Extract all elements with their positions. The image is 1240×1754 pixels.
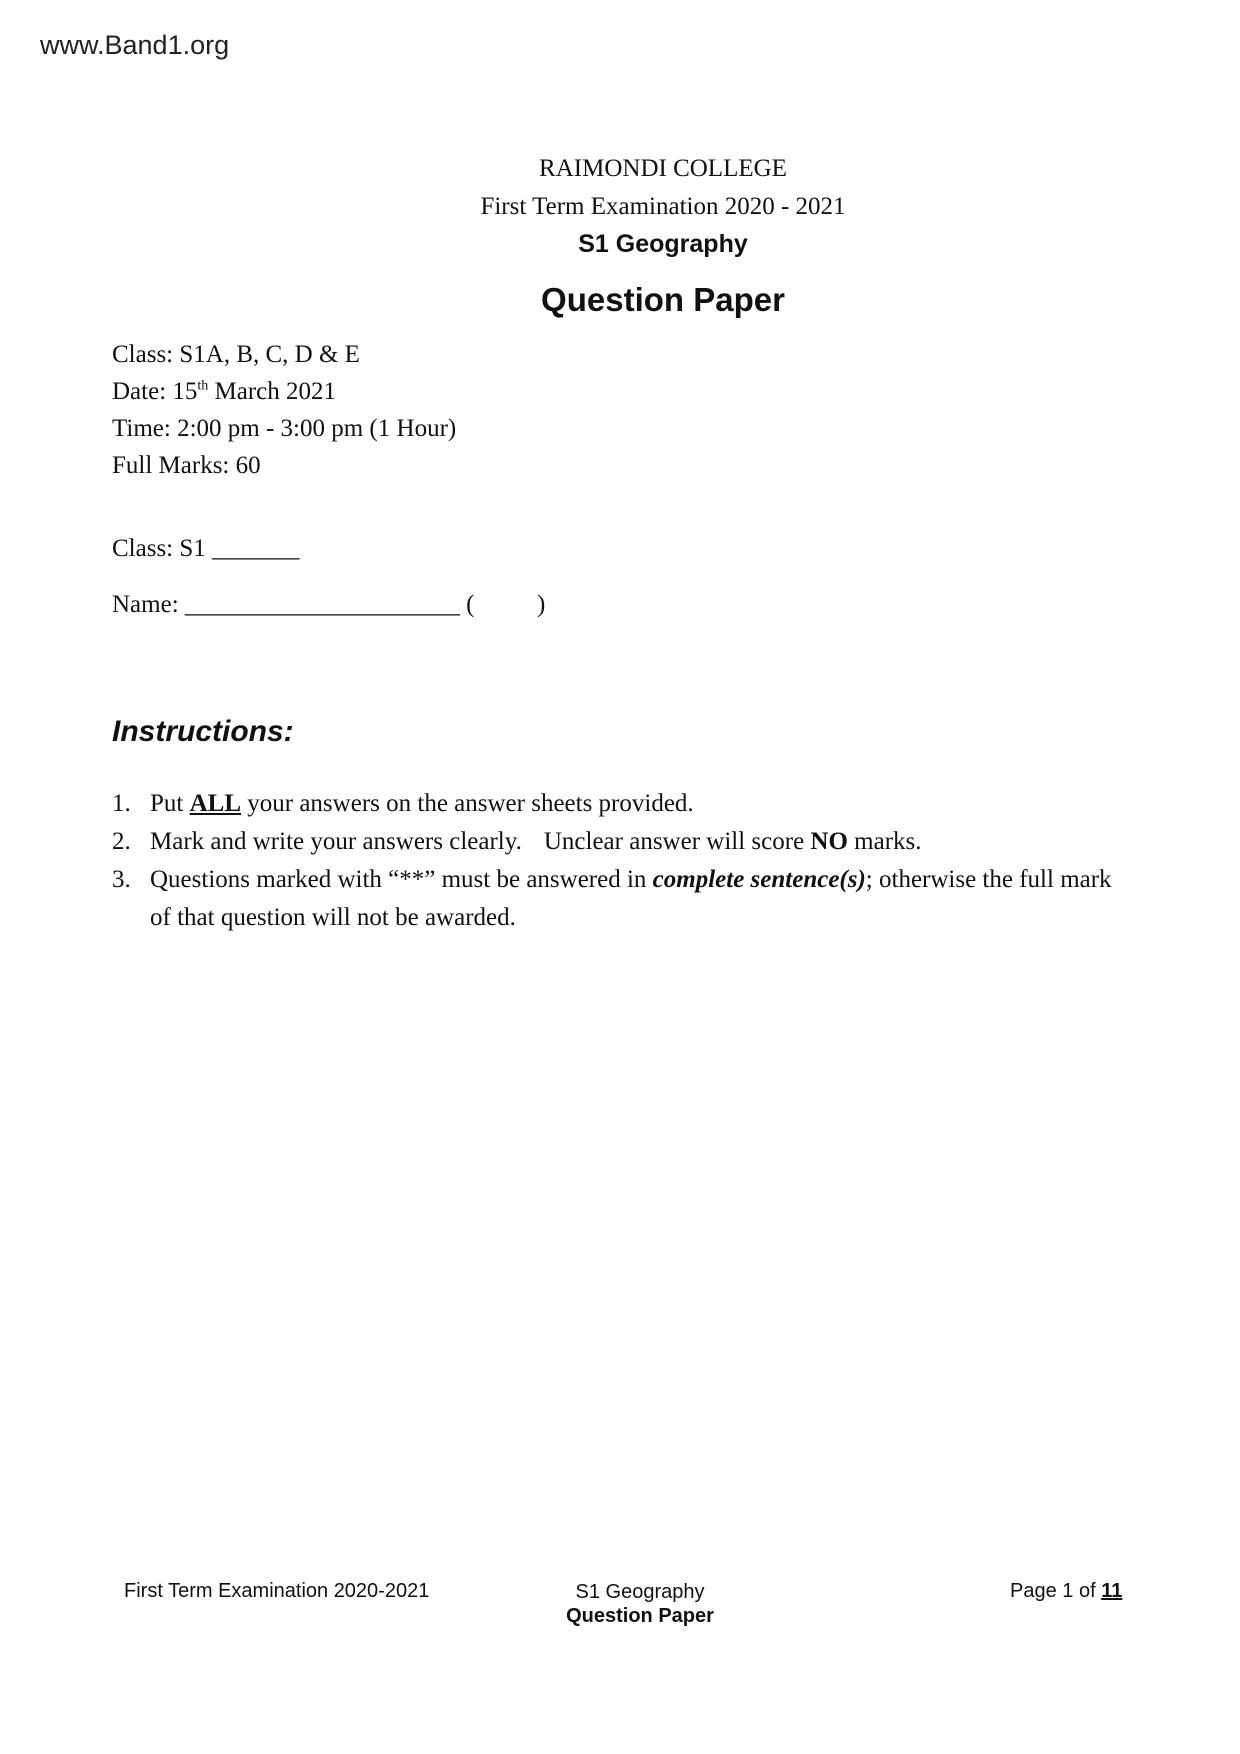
instruction-text: marks. bbox=[847, 828, 922, 855]
footer-exam: First Term Examination 2020-2021 bbox=[124, 1580, 430, 1602]
subject-title: S1 Geography bbox=[578, 230, 748, 258]
instructions-title: Instructions: bbox=[112, 715, 294, 748]
marks-info: Full Marks: 60 bbox=[112, 452, 261, 479]
class-info: Class: S1A, B, C, D & E bbox=[112, 341, 360, 368]
instruction-text: your answers on the answer sheets provided. bbox=[241, 790, 694, 817]
footer-page-number bbox=[1010, 1580, 1122, 1603]
date-info bbox=[112, 378, 336, 406]
instruction-emphasis: NO bbox=[810, 828, 848, 855]
footer-paper-type: Question Paper bbox=[566, 1605, 714, 1627]
exam-title: First Term Examination 2020 - 2021 bbox=[480, 193, 846, 220]
instruction-text: ; otherwise the full mark bbox=[865, 866, 1112, 893]
instruction-number: 1. bbox=[112, 790, 131, 817]
footer-subject-name: S1 Geography bbox=[575, 1581, 705, 1603]
instruction-text: Mark and write your answers clearly. bbox=[150, 828, 522, 855]
student-class-field: Class: S1 _______ bbox=[112, 535, 300, 562]
page-label: Page 1 of bbox=[1010, 1580, 1102, 1602]
instruction-item-2 bbox=[112, 828, 1142, 856]
time-info: Time: 2:00 pm - 3:00 pm (1 Hour) bbox=[112, 415, 457, 442]
watermark-url: www.Band1.org bbox=[40, 30, 230, 60]
instruction-text: of that question will not be awarded. bbox=[150, 904, 516, 931]
instruction-item-3-continued bbox=[112, 904, 1142, 932]
instruction-text: Questions marked with “**” must be answered in bbox=[150, 866, 653, 893]
instruction-number: 3. bbox=[112, 866, 131, 893]
school-name: RAIMONDI COLLEGE bbox=[539, 155, 787, 182]
instruction-item-1 bbox=[112, 790, 1142, 818]
date-prefix: Date: 15 bbox=[112, 378, 198, 405]
footer-subject bbox=[520, 1580, 760, 1628]
paper-title: Question Paper bbox=[541, 281, 785, 318]
instruction-emphasis: complete sentence(s) bbox=[652, 866, 866, 893]
instruction-text: Put bbox=[150, 790, 190, 817]
page-total: 11 bbox=[1101, 1580, 1123, 1602]
date-month: March 2021 bbox=[208, 378, 337, 405]
student-name-field: Name: ______________________ ( ) bbox=[112, 591, 546, 618]
instruction-item-3 bbox=[112, 866, 1142, 894]
instruction-text: Unclear answer will score bbox=[543, 828, 811, 855]
instruction-emphasis: ALL bbox=[189, 790, 242, 817]
date-suffix-sup: th bbox=[197, 378, 209, 394]
instruction-number: 2. bbox=[112, 828, 131, 855]
